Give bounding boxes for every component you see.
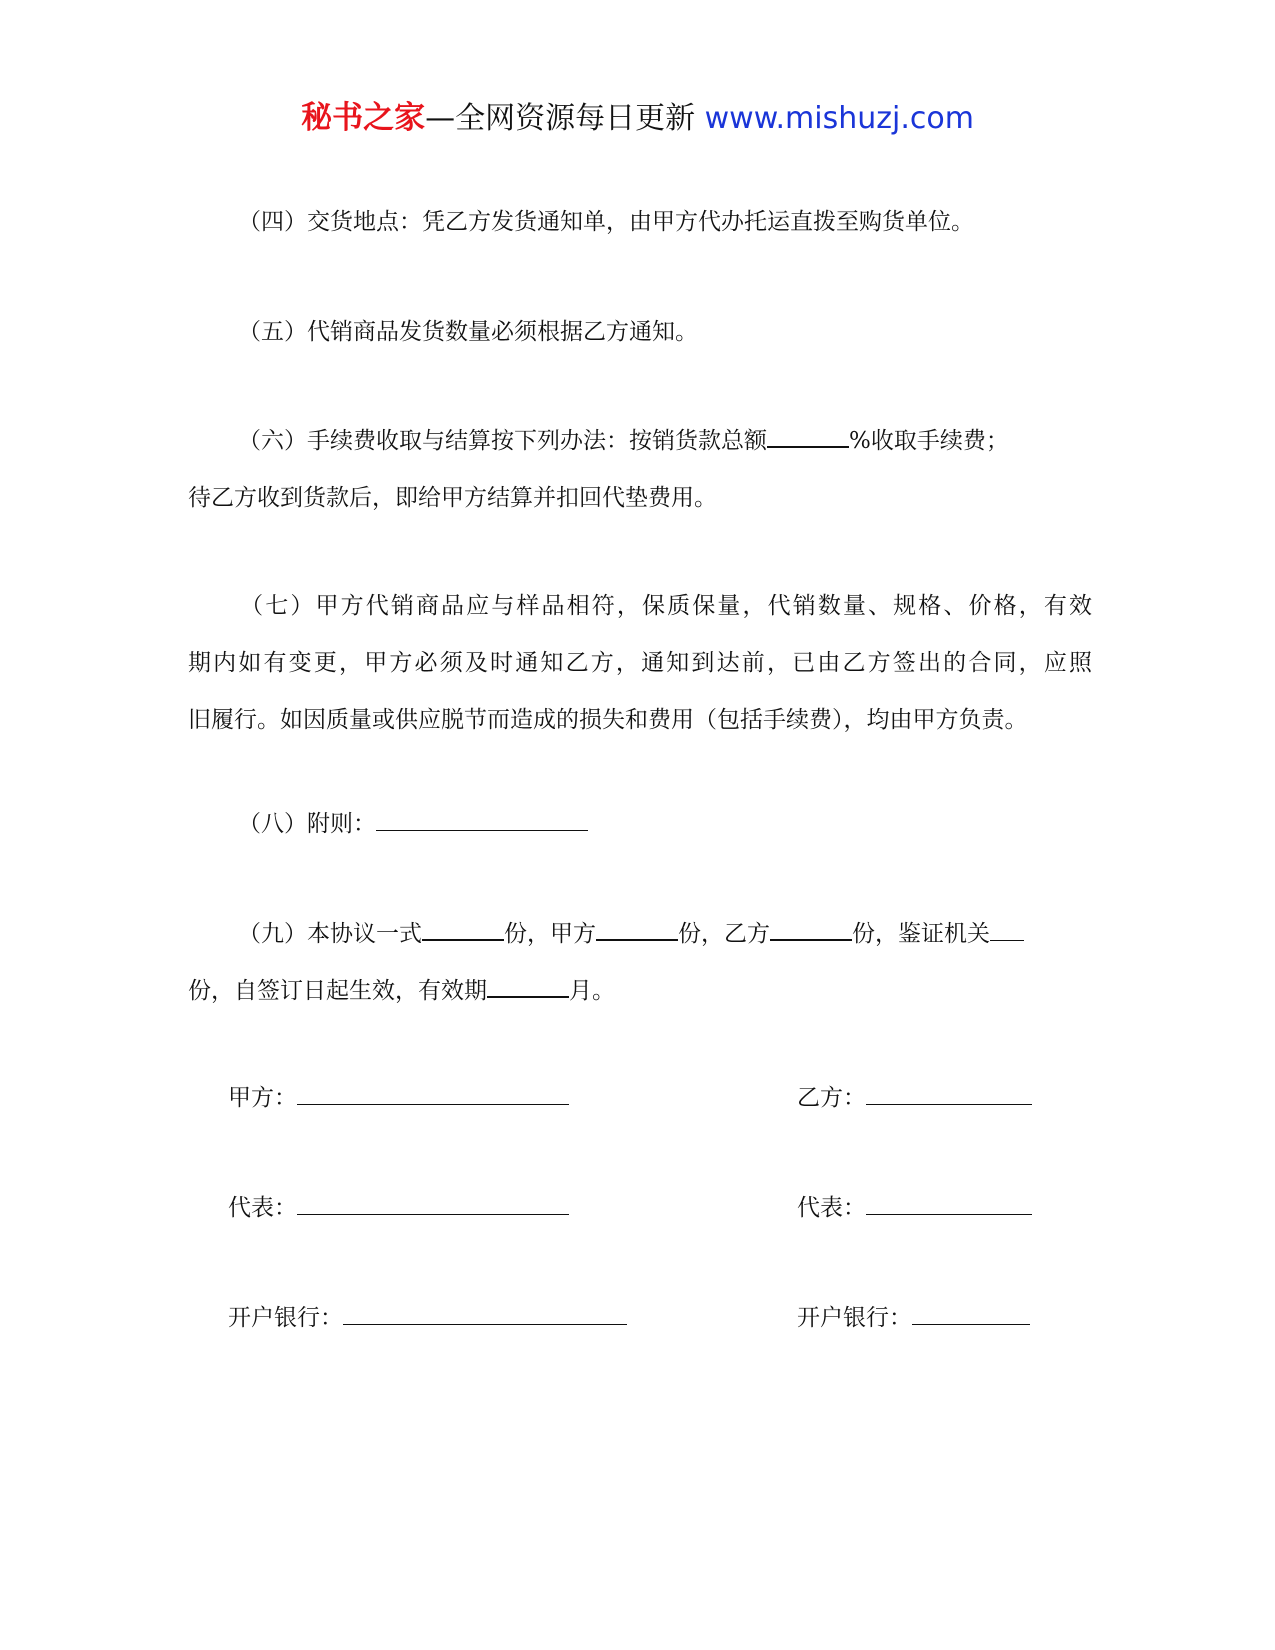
header-slogan: —全网资源每日更新	[425, 101, 696, 136]
party-b-label: 乙方：	[797, 1085, 866, 1111]
fee-percent-blank[interactable]	[767, 426, 849, 448]
brand-name: 秘书之家	[301, 100, 426, 136]
bank-a-signature	[228, 1290, 627, 1347]
representative-a-label: 代表：	[228, 1195, 297, 1221]
clause-6-text-b: %收取手续费；	[849, 428, 1009, 454]
clause-7	[188, 578, 1092, 749]
representative-a-signature	[228, 1180, 569, 1237]
clause-7-line-1: （七）甲方代销商品应与样品相符，保质保量，代销数量、规格、价格，有效	[238, 593, 1092, 619]
clause-5-text: （五）代销商品发货数量必须根据乙方通知。	[238, 319, 698, 345]
clause-9-line-2-b: 月。	[569, 978, 615, 1004]
bank-b-label: 开户银行：	[797, 1305, 912, 1331]
clause-9-text-d: 份，鉴证机关	[852, 921, 990, 947]
clause-8-text: （八）附则：	[238, 811, 376, 837]
representative-b-label: 代表：	[797, 1195, 866, 1221]
party-a-signature	[228, 1070, 569, 1127]
clause-9-text-a: （九）本协议一式	[238, 921, 422, 947]
representative-a-blank[interactable]	[297, 1194, 569, 1215]
clause-7-line-3: 旧履行。如因质量或供应脱节而造成的损失和费用（包括手续费），均由甲方负责。	[188, 707, 1028, 733]
site-header	[0, 98, 1275, 139]
party-a-blank[interactable]	[297, 1084, 569, 1105]
clause-9-text-b: 份，甲方	[504, 921, 596, 947]
clause-6-text-a: （六）手续费收取与结算按下列办法：按销货款总额	[238, 428, 767, 454]
clause-5	[188, 304, 1092, 361]
bank-b-signature	[797, 1290, 1030, 1347]
clause-8	[188, 796, 1092, 853]
clause-9-line-2-a: 份，自签订日起生效，有效期	[188, 978, 487, 1004]
clause-6-line-2: 待乙方收到货款后，即给甲方结算并扣回代垫费用。	[188, 485, 717, 511]
supplementary-terms-blank[interactable]	[376, 810, 588, 831]
copies-party-b-blank[interactable]	[770, 919, 852, 941]
copies-party-a-blank[interactable]	[596, 919, 678, 941]
party-a-label: 甲方：	[228, 1085, 297, 1111]
clause-9-text-c: 份，乙方	[678, 921, 770, 947]
clause-4-text: （四）交货地点：凭乙方发货通知单，由甲方代办托运直拨至购货单位。	[238, 209, 974, 235]
representative-b-signature	[797, 1180, 1032, 1237]
validity-months-blank[interactable]	[487, 976, 569, 998]
copies-total-blank[interactable]	[422, 919, 504, 941]
party-b-blank[interactable]	[866, 1084, 1032, 1105]
site-url[interactable]: www.mishuzj.com	[704, 101, 974, 136]
clause-4	[188, 194, 1092, 251]
bank-a-blank[interactable]	[343, 1304, 627, 1325]
bank-a-label: 开户银行：	[228, 1305, 343, 1331]
copies-authority-blank[interactable]	[990, 920, 1024, 941]
party-b-signature	[797, 1070, 1032, 1127]
clause-7-line-2: 期内如有变更，甲方必须及时通知乙方，通知到达前，已由乙方签出的合同，应照	[188, 650, 1092, 676]
bank-b-blank[interactable]	[912, 1304, 1030, 1325]
clause-9	[188, 906, 1092, 1020]
clause-6	[188, 413, 1092, 527]
representative-b-blank[interactable]	[866, 1194, 1032, 1215]
